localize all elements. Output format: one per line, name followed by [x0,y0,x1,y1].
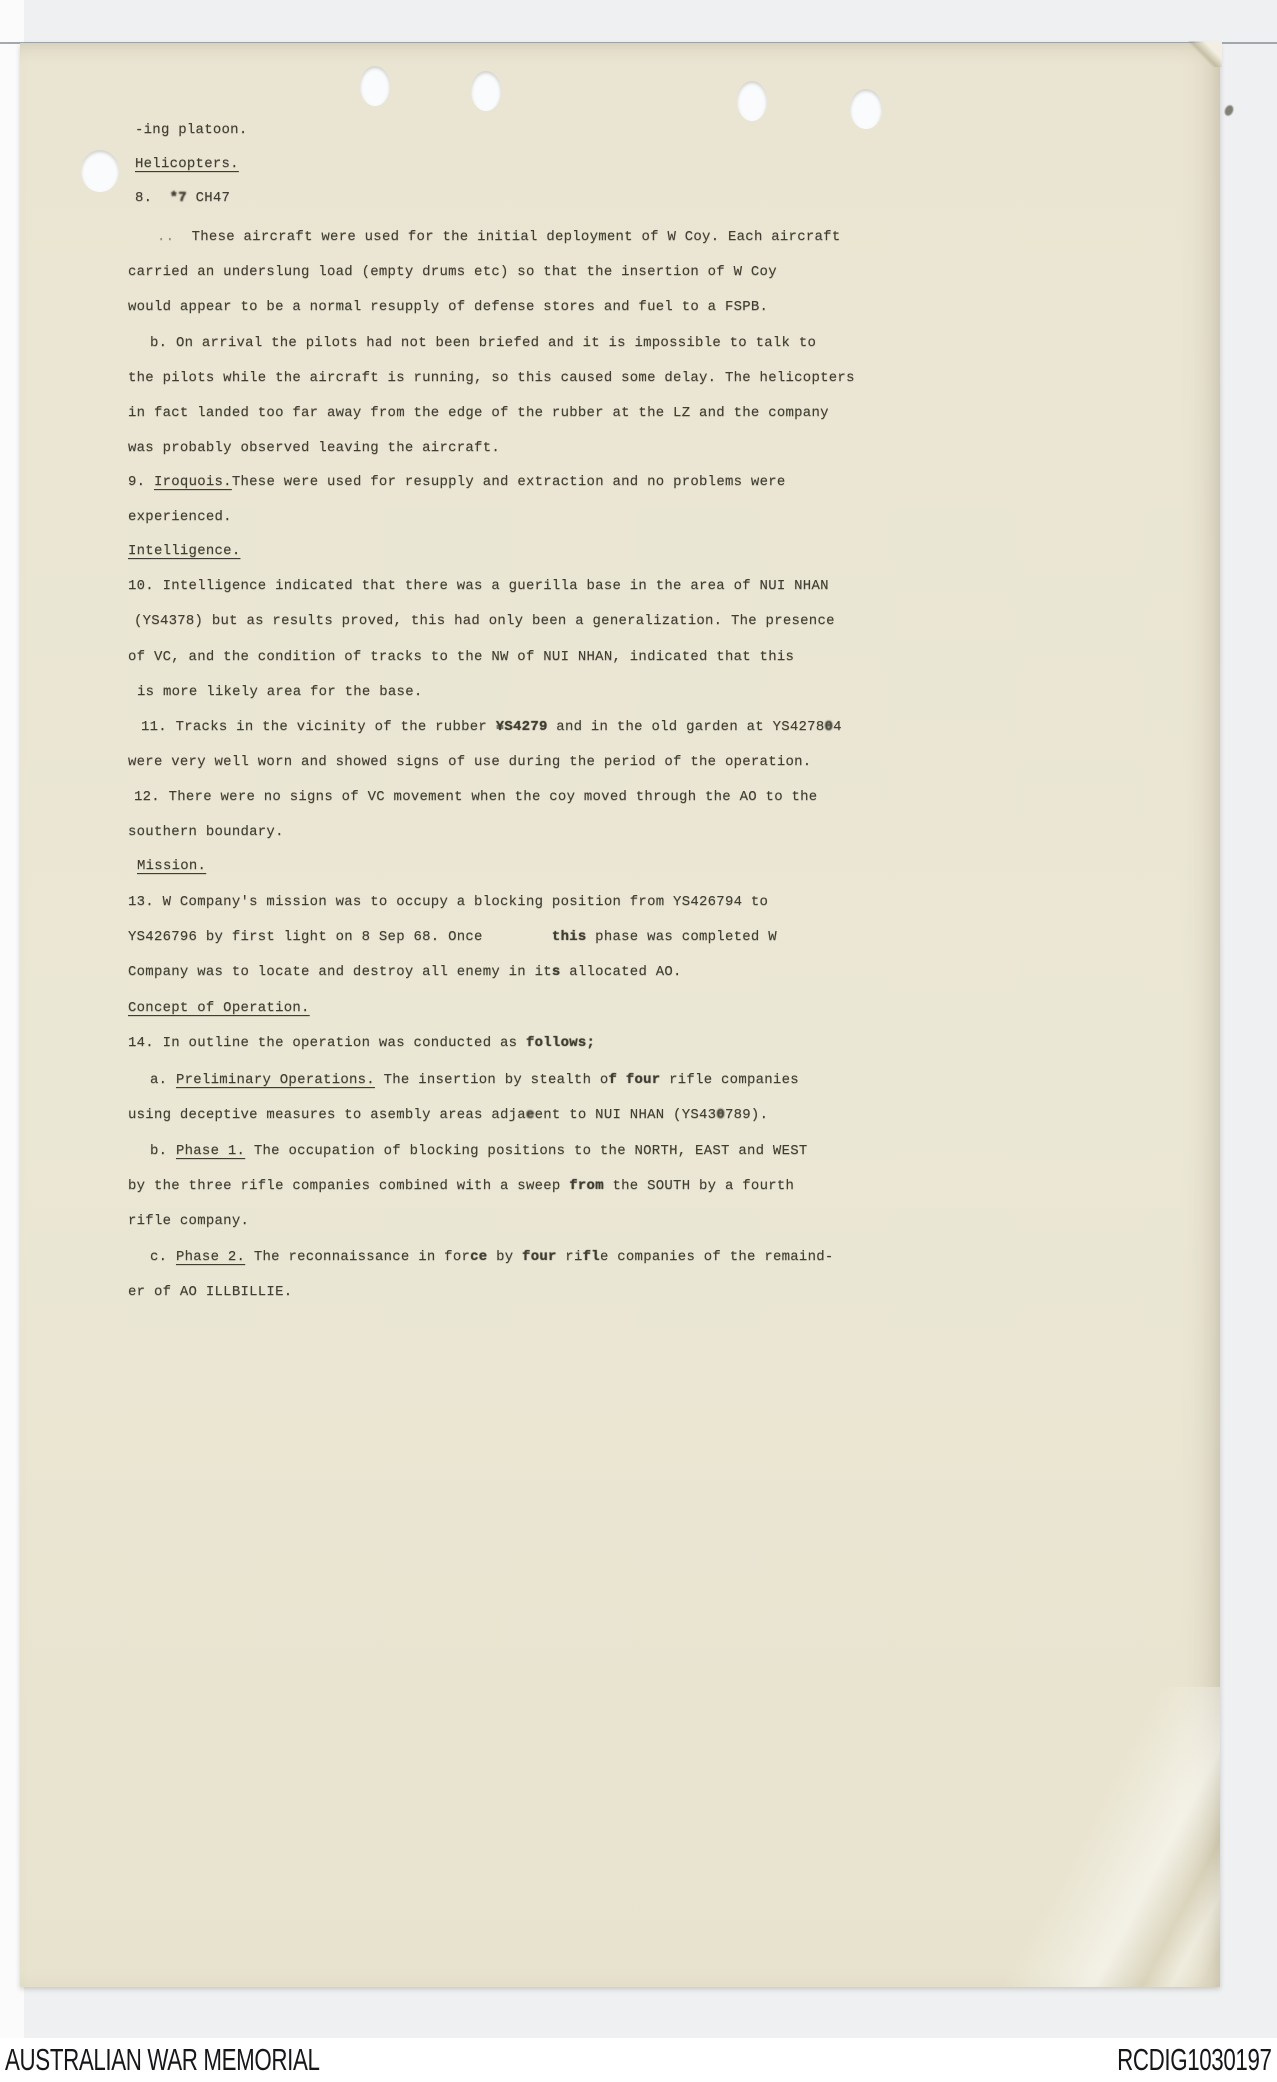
text-line [128,541,240,562]
text-segment: 11. Tracks in the vicinity of the rubber [141,719,496,735]
text-line [135,154,239,175]
text-segment: *7 [169,190,187,206]
text-segment: by the three rifle companies combined with a sweep [128,1178,570,1194]
text-line [128,998,310,1019]
text-segment: ent to NUI NHAN (YS43 [534,1107,717,1123]
text-line [128,297,768,318]
text-line [128,1211,249,1232]
underlined-text: Iroquois. [153,474,232,490]
underlined-text: Preliminary Operations. [175,1072,375,1088]
text-segment: The insertion by stealth o [374,1072,609,1088]
text-segment: -ing platoon. [135,122,248,138]
text-segment: 13. W Company's mission was to occupy a blocking position from YS426794 to [128,894,769,910]
text-line [128,368,855,389]
text-segment: were very well worn and showed signs of use during the period of the operation. [128,754,812,770]
text-segment: southern boundary. [128,824,284,840]
text-line [128,962,682,983]
underlined-text: Phase 2. [175,1249,246,1265]
text-segment: b. [150,1143,176,1159]
text-segment: er of AO ILLBILLIE. [128,1284,293,1300]
underlined-text: Mission. [137,858,207,874]
text-line [128,892,768,913]
text-line [135,120,247,141]
text-segment: 4 [833,719,842,735]
text-segment: s [551,964,561,980]
text-line [128,927,777,948]
text-line [128,472,786,493]
text-segment: by [487,1249,523,1265]
text-segment: 0 [716,1107,725,1123]
text-segment: ri [556,1249,583,1265]
underlined-text: Helicopters. [135,156,239,172]
text-line [128,752,811,773]
text-segment: e companies of the remaind- [599,1249,834,1265]
text-segment: rifle company. [128,1213,250,1229]
text-segment: 8. [135,190,170,206]
text-line [128,1033,595,1054]
text-line [137,856,206,877]
text-segment: CH47 [186,190,231,206]
text-segment: in fact landed too far away from the edge of the rubber at the LZ and the company [128,405,829,421]
text-segment: 12. There were no signs of VC movement when the coy moved through the AO to the [134,789,818,805]
text-line [150,333,816,354]
text-line [150,1141,808,1162]
text-segment: 14. In outline the operation was conducted as [128,1035,526,1051]
text-segment: c. [150,1249,176,1265]
text-segment: carried an underslung load (empty drums etc) so that the insertion of W Coy [128,264,777,280]
text-segment: YS426796 by first light on 8 Sep 68. Once [128,929,552,945]
text-segment: allocated AO. [560,964,682,980]
text-line [134,787,817,808]
text-segment: rifle companies [660,1072,799,1088]
text-segment: experienced. [128,509,232,525]
underlined-text: Concept of Operation. [128,1000,310,1016]
text-line [128,576,829,597]
text-segment: was probably observed leaving the aircraft. [128,440,501,456]
text-segment: the pilots while the aircraft is running, so this caused some delay. The helicopters [128,370,855,386]
text-segment: ce [470,1249,488,1265]
text-segment: would appear to be a normal resupply of defense stores and fuel to a FSPB. [128,299,769,315]
text-line [128,1176,794,1197]
text-line [128,1105,768,1126]
footer-bar [0,2038,1277,2082]
text-line [128,822,284,843]
text-segment: and in the old garden at YS4278 [547,719,825,735]
text-segment: 9. [128,474,154,490]
text-line [135,188,230,209]
text-line [141,717,842,738]
text-segment: from [569,1178,604,1194]
punch-hole [81,150,119,192]
text-segment: Company was to locate and destroy all enemy in it [128,964,552,980]
text-segment: The reconnaissance in for [245,1249,471,1265]
underlined-text: Intelligence. [128,543,241,559]
text-segment: using deceptive measures to asembly areas adja [128,1107,526,1123]
punch-hole [737,81,767,121]
text-line [128,1282,292,1303]
text-line [137,682,423,703]
text-segment: These aircraft were used for the initial deployment of W Coy. Each aircraft [174,229,841,245]
text-segment: These were used for resupply and extraction and no problems were [231,474,786,490]
underlined-text: Phase 1. [175,1143,246,1159]
archive-name: AUSTRALIAN WAR MEMORIAL [5,2042,320,2077]
text-line [128,403,829,424]
text-segment: the SOUTH by a fourth [603,1178,795,1194]
text-segment: phase was completed W [586,929,777,945]
text-line [128,438,500,459]
text-line [150,1070,799,1091]
text-segment: of VC, and the condition of tracks to the NW of NUI NHAN, indicated that this [128,649,795,665]
text-segment: fl [582,1249,600,1265]
text-segment: 0 [824,719,834,735]
text-segment: b. On arrival the pilots had not been briefed and it is impossible to talk to [150,335,817,351]
text-segment: 789). [724,1107,769,1123]
fold-mark [1223,104,1235,117]
text-segment: ¥S4279 [495,719,548,735]
text-segment: e [525,1107,535,1123]
text-segment: four [522,1249,557,1265]
punch-hole [850,89,882,129]
text-line [157,227,840,248]
text-segment: 10. Intelligence indicated that there was a guerilla base in the area of NUI NHAN [128,578,829,594]
punch-hole [360,66,390,106]
text-segment: is more likely area for the base. [137,684,423,700]
text-line [150,1247,834,1268]
text-line [134,611,835,632]
text-line [128,647,794,668]
text-line [128,507,232,528]
text-segment: f four [608,1072,661,1088]
text-segment: follows; [525,1035,596,1051]
paper-sheet [20,43,1220,1987]
punch-hole [471,71,501,111]
text-line [128,262,777,283]
text-segment: (YS4378) but as results proved, this had only been a generalization. The presence [134,613,835,629]
archive-id: RCDIG1030197 [1117,2042,1272,2077]
text-segment: The occupation of blocking positions to the NORTH, EAST and WEST [245,1143,808,1159]
text-segment: this [551,929,587,945]
text-segment: a. [150,1072,176,1088]
text-segment: .. [157,229,175,245]
